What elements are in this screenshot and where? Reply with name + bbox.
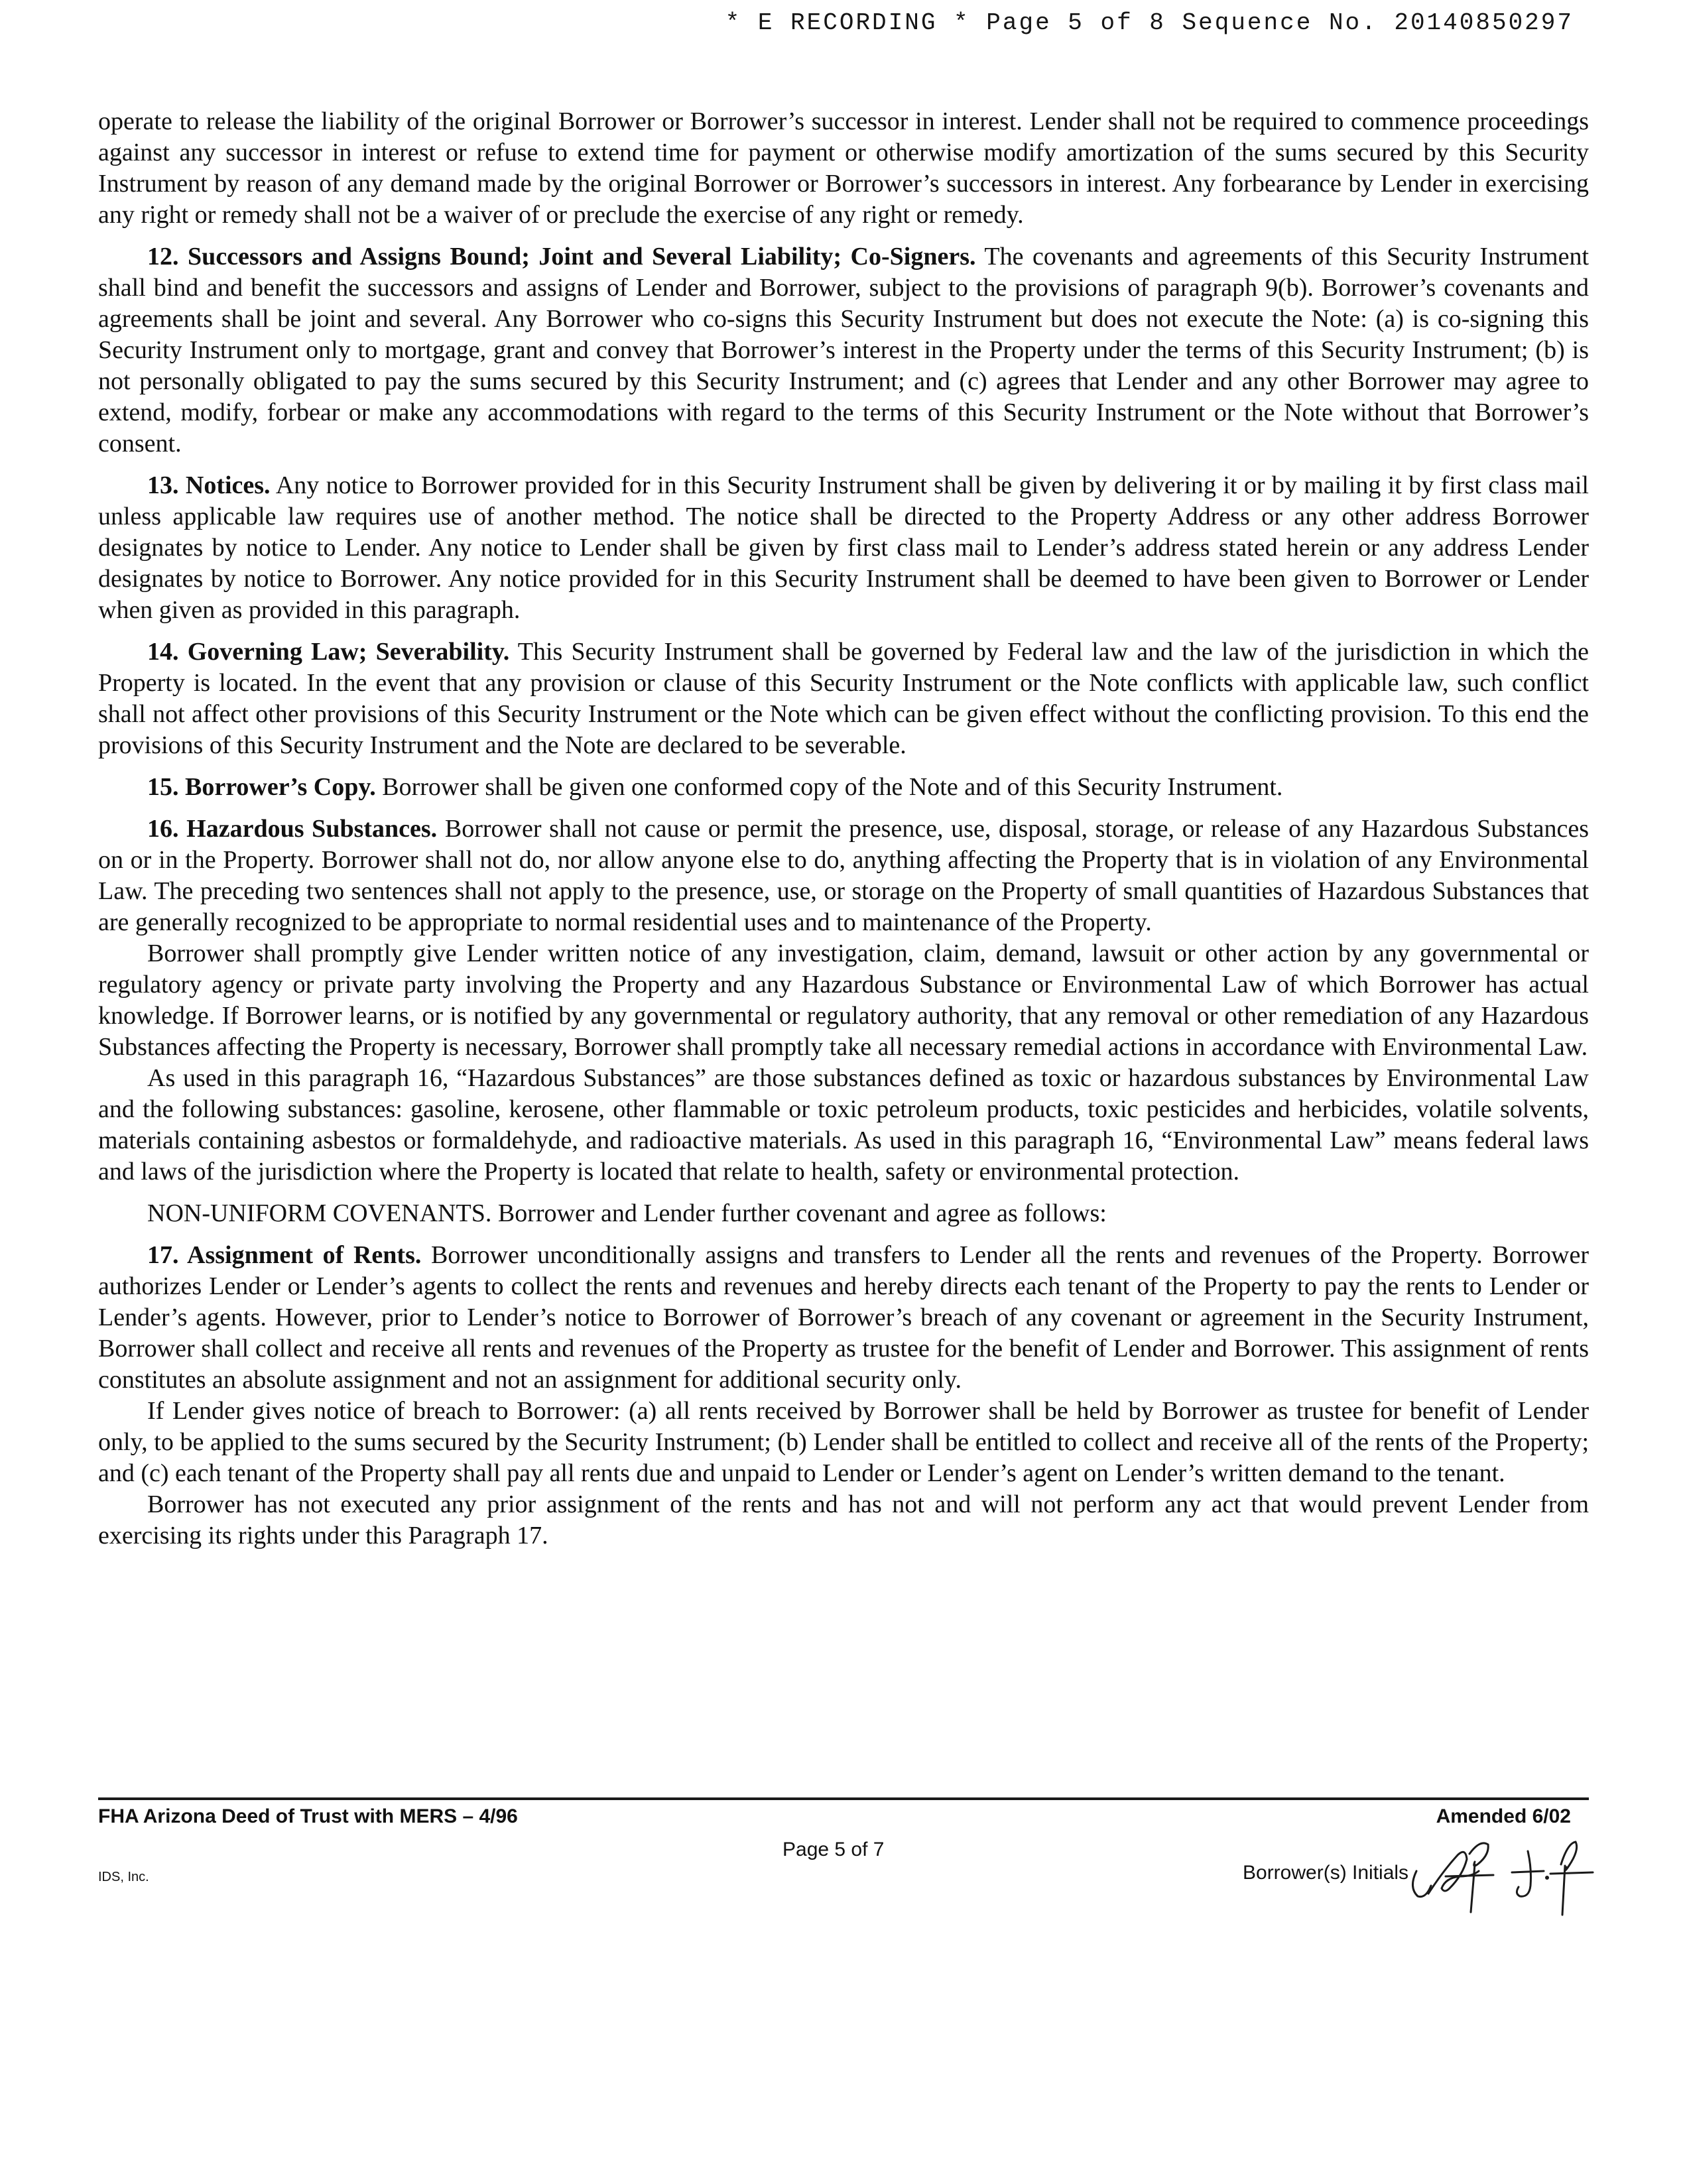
paragraph-17-breach: If Lender gives notice of breach to Borrower: (a) all rents received by Borrower shall be held by Borrower as trustee for benefit of Lender only, to be applied to the sums secured by the Security Instrument; (b) Lender shall be entitled to collect and receive all of the rents of the Property; and (c) each tenant of the Property shall pay all rents due and unpaid to Lender or Lender’s agent on Lender’s written demand to the tenant. [98, 1397, 1589, 1487]
paragraph-11-continuation: operate to release the liability of the original Borrower or Borrower’s successor in interest. Lender shall not be required to commence proceedings against any successor in interest or refuse to extend time for payment or otherwise modify amortization of the sums secured by this Security Instrument by reason of any demand made by the original Borrower or Borrower’s successors in interest. Any forbearance by Lender in exercising any right or remedy shall not be a waiver of or preclude the exercise of any right or remedy. [98, 107, 1589, 229]
paragraph-16 [98, 814, 1589, 938]
paragraph-17-prior-assignment: Borrower has not executed any prior assignment of the rents and has not and will not perform any act that would prevent Lender from exercising its rights under this Paragraph 17. [98, 1490, 1589, 1549]
page-number: Page 5 of 7 [782, 1839, 885, 1860]
borrower-initials-signature [1406, 1825, 1598, 1917]
paragraph-16-body: Borrower shall not cause or permit the presence, use, disposal, storage, or release of any Hazardous Substances on or in the Property. Borrower shall not do, nor allow anyone else to do, anything affecting the Property that is in violation of any Environmental Law. The preceding two sentences shall not apply to the presence, use, or storage on the Property of small quantities of Hazardous Substances that are generally recognized to be appropriate to normal residential uses and to maintenance of the Property. [98, 815, 1590, 936]
initials-label: Borrower(s) Initials [1243, 1862, 1409, 1884]
paragraph-15-body: Borrower shall be given one conformed copy of the Note and of this Security Instrument. [382, 773, 1283, 801]
paragraph-12-heading: 12. Successors and Assigns Bound; Joint and Several Liability; Co-Signers. [147, 243, 976, 271]
document-body [98, 106, 1589, 1551]
paragraph-14-heading: 14. Governing Law; Severability. [147, 638, 510, 666]
paragraph-13 [98, 470, 1589, 626]
footer-divider [98, 1797, 1589, 1800]
paragraph-17-body: Borrower unconditionally assigns and transfers to Lender all the rents and revenues of the Property. Borrower authorizes Lender or Lender’s agents to collect the rents and revenues and hereby directs each tenant of the Property to pay the rents to Lender or Lender’s agents. However, prior to Lender’s notice to Borrower of Borrower’s breach of any covenant or agreement in the Security Instrument, Borrower shall collect and receive all rents and revenues of the Property as trustee for the benefit of Lender and Borrower. This assignment of rents constitutes an absolute assignment and not an assignment for additional security only. [98, 1241, 1589, 1394]
paragraph-14 [98, 637, 1589, 761]
paragraph-15-heading: 15. Borrower’s Copy. [147, 773, 376, 801]
paragraph-13-body: Any notice to Borrower provided for in this Security Instrument shall be given by delivering it or by mailing it by first class mail unless applicable law requires use of another method. The notice shall be directed to the Property Address or any other address Borrower designates by notice to Lender. Any notice to Lender shall be given by first class mail to Lender’s address stated herein or any address Lender designates by notice to Borrower. Any notice provided for in this Security Instrument shall be deemed to have been given to Borrower or Lender when given as provided in this paragraph. [98, 471, 1589, 624]
paragraph-14-body: This Security Instrument shall be governed by Federal law and the law of the jurisdiction in which the Property is located. In the event that any provision or clause of this Security Instrument or the Note conflicts with applicable law, such conflict shall not affect other provisions of this Security Instrument or the Note which can be given effect without the conflicting provision. To this end the provisions of this Security Instrument and the Note are declared to be severable. [98, 638, 1589, 759]
paragraph-17 [98, 1240, 1589, 1396]
paragraph-16-definitions: As used in this paragraph 16, “Hazardous Substances” are those substances defined as toxic or hazardous substances by Environmental Law and the following substances: gasoline, kerosene, other flammable or toxic petroleum products, toxic pesticides and herbicides, volatile solvents, materials containing asbestos or formaldehyde, and radioactive materials. As used in this paragraph 16, “Environmental Law” means federal laws and laws of the jurisdiction where the Property is located that relate to health, safety or environmental protection. [98, 1064, 1589, 1185]
paragraph-12 [98, 241, 1589, 459]
recording-stamp: * E RECORDING * Page 5 of 8 Sequence No. 20140850297 [725, 9, 1574, 36]
non-uniform-covenants: NON-UNIFORM COVENANTS. Borrower and Lender further covenant and agree as follows: [147, 1199, 1107, 1227]
paragraph-16-heading: 16. Hazardous Substances. [147, 815, 438, 843]
paragraph-15 [98, 772, 1589, 803]
company-name: IDS, Inc. [98, 1870, 149, 1884]
paragraph-12-body: The covenants and agreements of this Security Instrument shall bind and benefit the successors and assigns of Lender and Borrower, subject to the provisions of paragraph 9(b). Borrower’s covenants and agreements shall be joint and several. Any Borrower who co-signs this Security Instrument but does not execute the Note: (a) is co-signing this Security Instrument only to mortgage, grant and convey that Borrower’s interest in the Property under the terms of this Security Instrument; (b) is not personally obligated to pay the sums secured by this Security Instrument; and (c) agrees that Lender and any other Borrower may agree to extend, modify, forbear or make any accommodations with regard to the terms of this Security Instrument or the Note without that Borrower’s consent. [98, 243, 1589, 457]
amended-date: Amended 6/02 [1436, 1805, 1571, 1827]
paragraph-13-heading: 13. Notices. [147, 471, 271, 499]
paragraph-16-notice: Borrower shall promptly give Lender written notice of any investigation, claim, demand, lawsuit or other action by any governmental or regulatory agency or private party involving the Property and any Hazardous Substance or Environmental Law of which Borrower has actual knowledge. If Borrower learns, or is notified by any governmental or regulatory authority, that any removal or other remediation of any Hazardous Substances affecting the Property is necessary, Borrower shall promptly take all necessary remedial actions in accordance with Environmental Law. [98, 940, 1589, 1061]
form-title: FHA Arizona Deed of Trust with MERS – 4/96 [98, 1805, 518, 1827]
paragraph-17-heading: 17. Assignment of Rents. [147, 1241, 422, 1269]
